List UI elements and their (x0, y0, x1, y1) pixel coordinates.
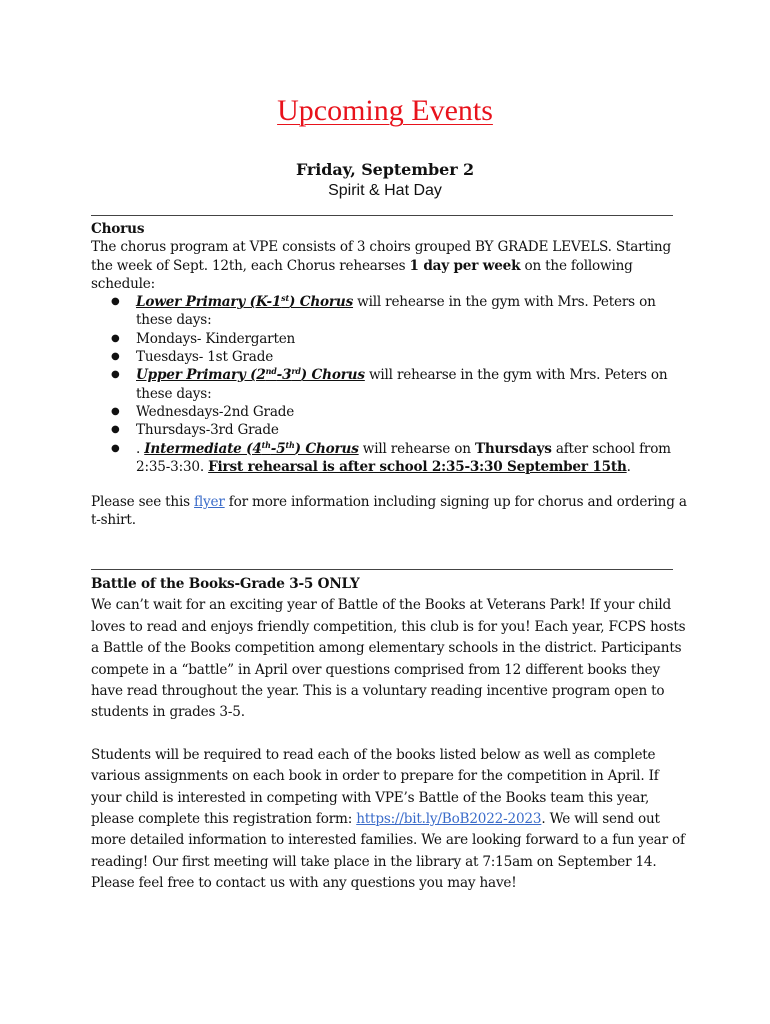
list-item: ● Thursdays-3rd Grade (91, 421, 681, 439)
upper-primary-detail: will rehearse in the gym with Mrs. Peters on these days: (136, 367, 668, 402)
chorus-intro (91, 238, 691, 293)
registration-link[interactable]: https://bit.ly/BoB2022-2023 (356, 811, 542, 828)
flyer-text-2: for more information including signing up for chorus and ordering a t-shirt. (91, 494, 687, 529)
flyer-note (91, 493, 691, 530)
list-item-upper-primary (91, 366, 681, 403)
lower-primary-detail: will rehearse in the gym with Mrs. Peters on these days: (136, 294, 656, 329)
chorus-heading: Chorus (91, 221, 145, 237)
chorus-schedule-list (91, 293, 691, 476)
list-item: ● Wednesdays-2nd Grade (91, 403, 681, 421)
chorus-intro-bold: 1 day per week (409, 257, 521, 274)
name-part: ) Chorus (300, 367, 365, 384)
intermediate-detail: will rehearse on (358, 440, 475, 457)
first-rehearsal-note: First rehearsal is after school 2:35-3:30 September 15th (208, 458, 627, 475)
bob-paragraph-1: We can’t wait for an exciting year of Battle of the Books at Veterans Park! If your child loves to read and enjoys friendly competition, this club is for you! Each year, FCPS hosts a Battle of the Books competition among elementary schools in the district. Participants compete in a “battle” in April over questions comprised from 12 different books they have read throughout the year. This is a voluntary reading incentive program open to students in grades 3-5. (91, 597, 686, 721)
ordinal-sup: st (281, 293, 289, 304)
bob-text: Students will be required to read each of the books listed below as well as complete various assignments on each book in order to prepare for the competition in April. If your child is interested in competing with VPE’s Battle of the Books team this year, please complete this registration form: (91, 746, 659, 828)
bullet-prefix: . (136, 440, 145, 457)
name-part: Upper Primary (2 (136, 367, 266, 384)
chorus-section (91, 220, 691, 530)
battle-of-books-section (91, 574, 691, 895)
intermediate-chorus-name (144, 441, 358, 457)
list-item-lower-primary (91, 293, 681, 330)
page-title: Upcoming Events (277, 94, 493, 127)
flyer-link[interactable]: flyer (194, 494, 225, 511)
name-part: ) Chorus (294, 440, 359, 457)
spacer (91, 476, 691, 493)
flyer-text: Please see this (91, 494, 195, 511)
ordinal-sup: nd (265, 366, 277, 377)
name-part: -3 (276, 367, 292, 384)
punctuation: . (626, 458, 631, 475)
event-date: Friday, September 2 (295, 160, 475, 179)
ordinal-sup: th (261, 439, 271, 450)
bob-heading: Battle of the Books-Grade 3-5 ONLY (91, 576, 360, 592)
intermediate-day: Thursdays (474, 440, 552, 457)
chorus-intro-text: The chorus program at VPE consists of 3 choirs grouped BY GRADE LEVELS. Starting the week of Sept. 12th, each Chorus rehearses (91, 239, 671, 274)
ordinal-sup: th (285, 439, 295, 450)
name-part: ) Chorus (288, 294, 354, 311)
lower-primary-chorus-name (136, 294, 353, 310)
intermediate-time: after school from 2:35-3:30. (136, 440, 671, 475)
chorus-intro-text-2: on the following schedule: (91, 257, 633, 292)
spacer (91, 724, 691, 745)
list-item: ● Mondays- Kindergarten (91, 330, 681, 348)
bob-text-2: . We will send out more detailed information to interested families. We are looking forward to a fun year of reading! Our first meeting will take place in the library at 7:15am on September 14. Please feel free to contact us with any questions you may have! (91, 811, 685, 892)
section-divider (91, 215, 673, 216)
upper-primary-chorus-name (136, 367, 365, 383)
ordinal-sup: rd (291, 366, 301, 377)
section-divider (91, 569, 673, 570)
name-part: Intermediate (4 (144, 440, 262, 457)
list-item-intermediate (91, 440, 681, 477)
name-part: -5 (270, 440, 286, 457)
event-subtitle: Spirit & Hat Day (328, 182, 442, 199)
list-item: ● Tuesdays- 1st Grade (91, 348, 681, 366)
bob-paragraph-2 (91, 745, 691, 895)
name-part: Lower Primary (K-1 (136, 294, 282, 311)
